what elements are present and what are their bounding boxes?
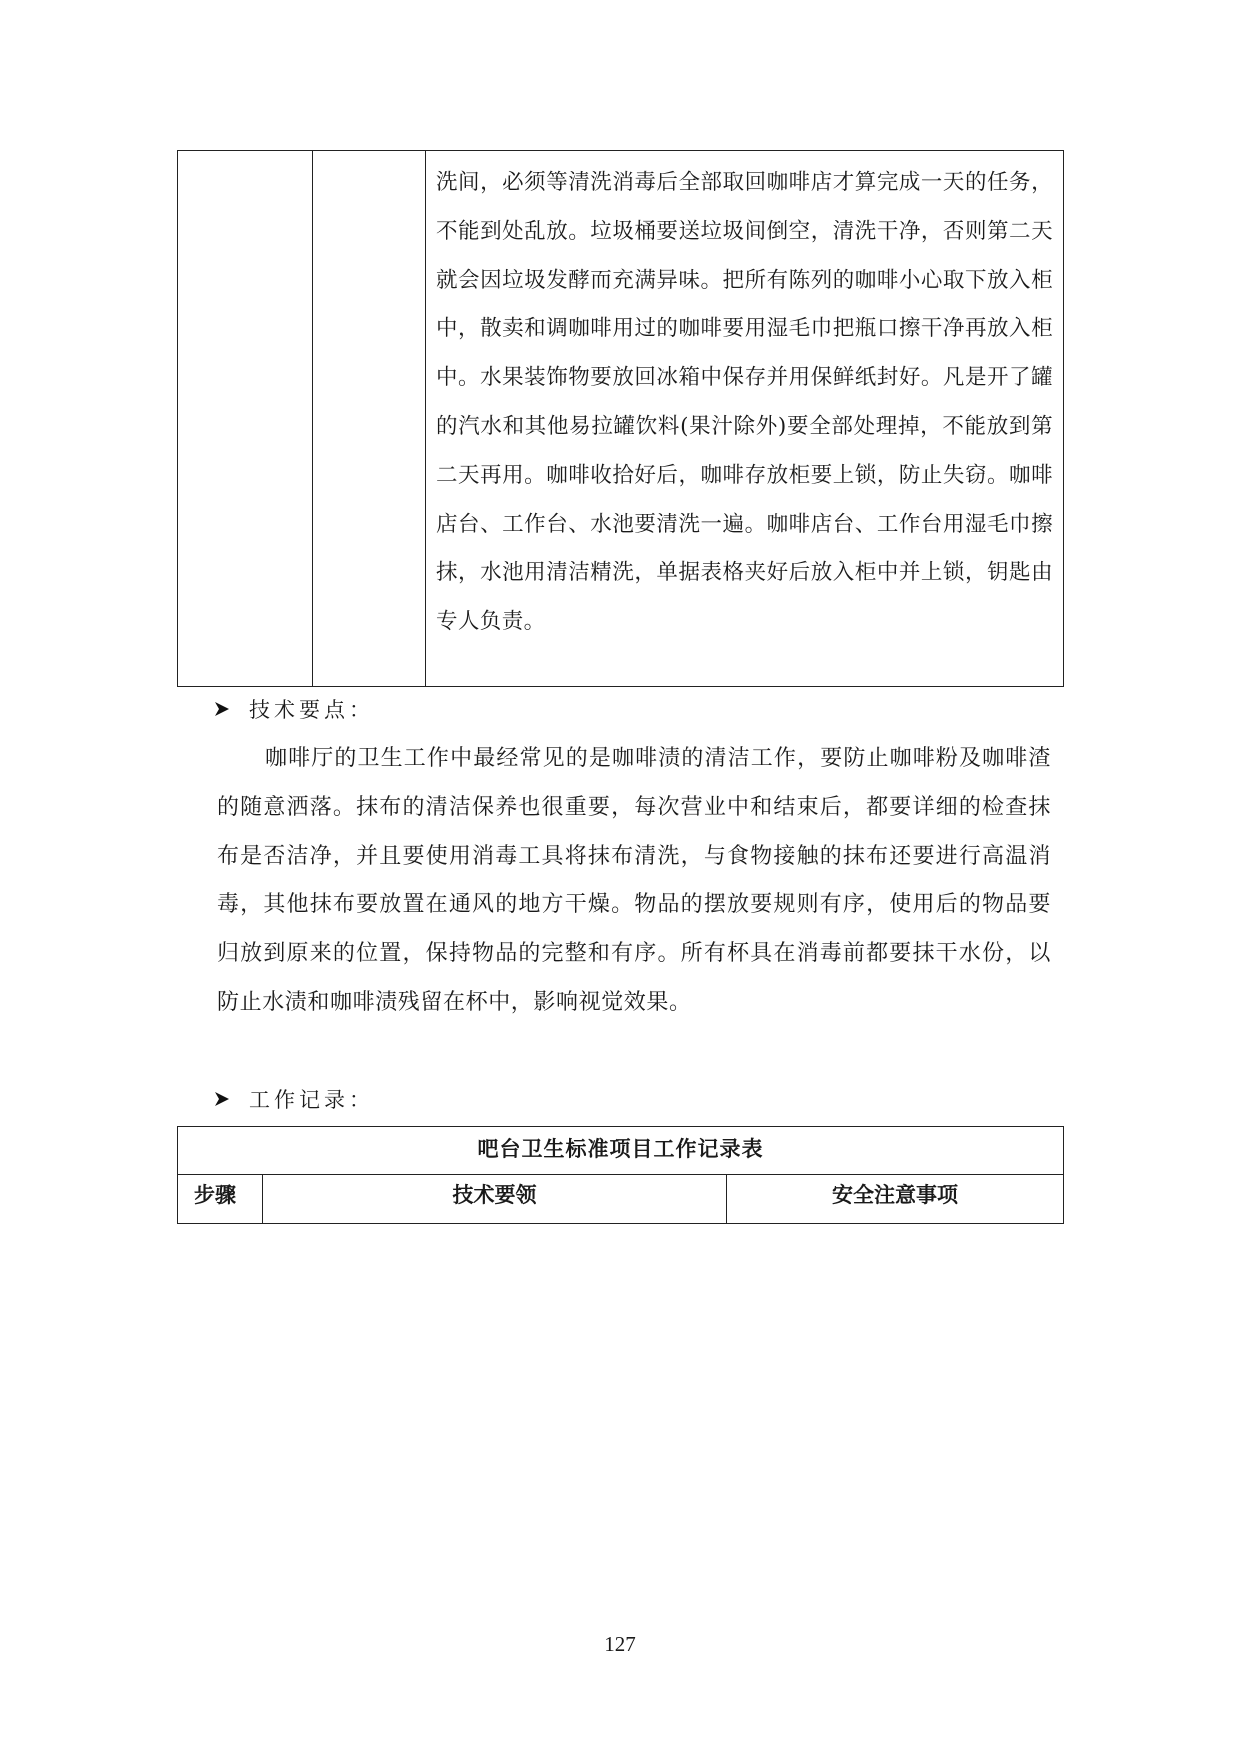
tech-points-heading [213, 694, 374, 724]
header-tech: 技术要领 [263, 1175, 727, 1223]
work-record-table [177, 1126, 1064, 1224]
page-number: 127 [604, 1632, 636, 1656]
record-table-title: 吧台卫生标准项目工作记录表 [178, 1127, 1063, 1175]
work-record-heading-text: 工作记录： [249, 1088, 374, 1112]
header-step: 步骤 [178, 1175, 263, 1223]
arrowhead-bullet-icon [213, 700, 231, 718]
header-safety: 安全注意事项 [832, 1182, 958, 1207]
work-record-heading [213, 1084, 374, 1114]
table-cell-empty-1 [178, 151, 313, 686]
table-cell-content: 洗间，必须等清洗消毒后全部取回咖啡店才算完成一天的任务，不能到处乱放。垃圾桶要送垃圾间倒空，清洗干净，否则第二天就会因垃圾发酵而充满异味。把所有陈列的咖啡小心取下放入柜中，散卖和调咖啡用过的咖啡要用湿毛巾把瓶口擦干净再放入柜中。水果装饰物要放回冰箱中保存并用保鲜纸封好。凡是开了罐的汽水和其他易拉罐饮料(果汁除外)要全部处理掉，不能放到第二天再用。咖啡收拾好后，咖啡存放柜要上锁，防止失窃。咖啡店台、工作台、水池要清洗一遍。咖啡店台、工作台用湿毛巾擦抹，水池用清洁精洗，单据表格夹好后放入柜中并上锁，钥匙由专人负责。 [436, 170, 1053, 635]
tech-points-paragraph: 咖啡厅的卫生工作中最经常见的是咖啡渍的清洁工作，要防止咖啡粉及咖啡渣的随意洒落。抹布的清洁保养也很重要，每次营业中和结束后，都要详细的检查抹布是否洁净，并且要使用消毒工具将抹布清洗，与食物接触的抹布还要进行高温消毒，其他抹布要放置在通风的地方干燥。物品的摆放要规则有序，使用后的物品要归放到原来的位置，保持物品的完整和有序。所有杯具在消毒前都要抹干水份，以防止水渍和咖啡渍残留在杯中，影响视觉效果。 [217, 746, 1051, 1015]
table-cell-empty-2 [313, 151, 426, 686]
arrowhead-bullet-icon [213, 1090, 231, 1108]
tech-points-heading-text: 技术要点： [249, 698, 374, 722]
record-table-header-row [178, 1175, 1063, 1223]
continuation-table [177, 150, 1064, 687]
